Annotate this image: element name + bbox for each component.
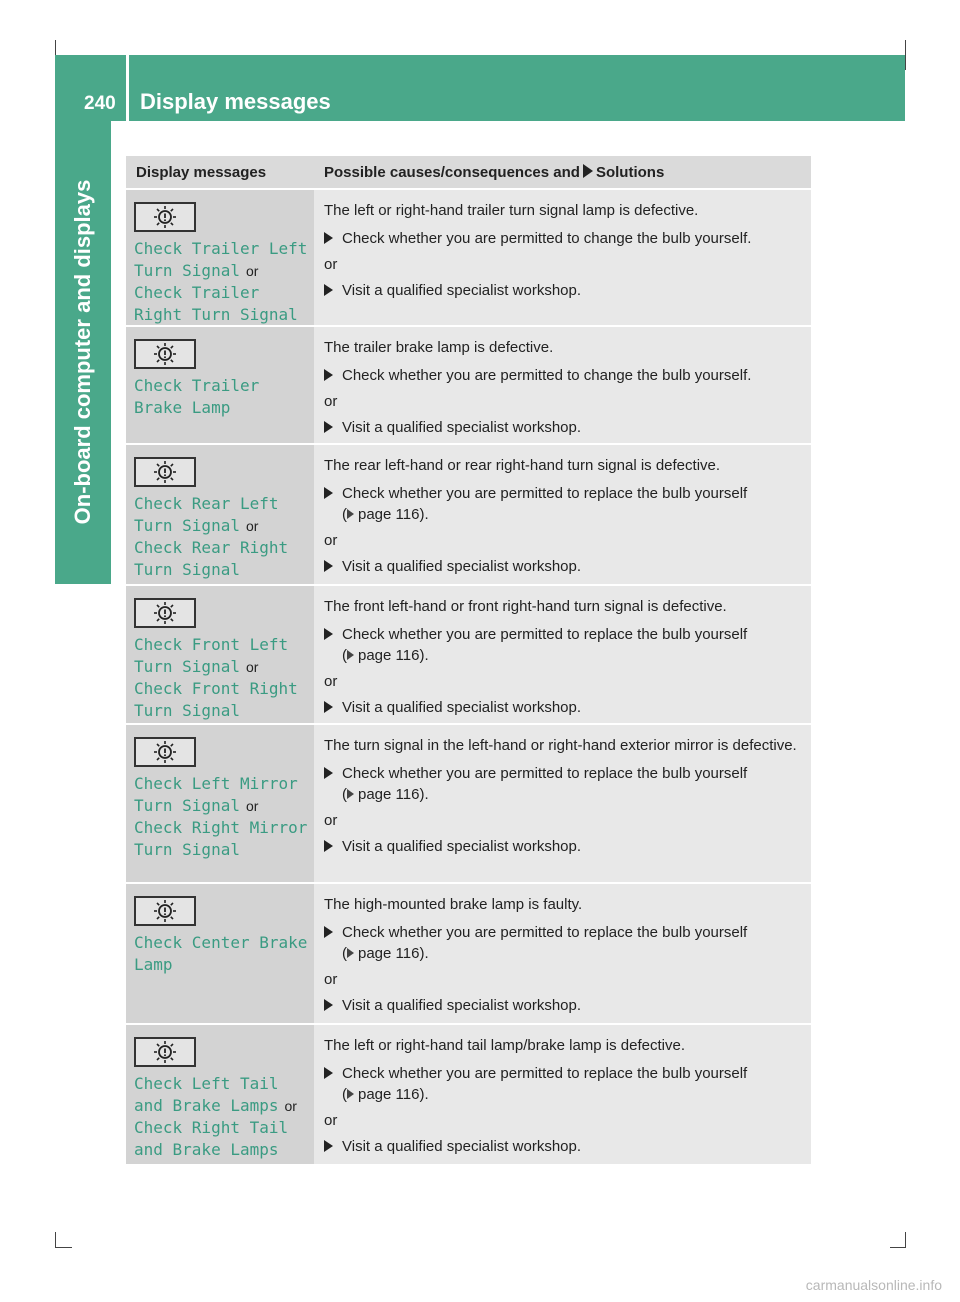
page-reference-text: page 116). — [358, 786, 429, 803]
solution-step-workshop — [324, 556, 803, 577]
crop-mark — [56, 1247, 72, 1248]
bulb-warning-icon — [134, 598, 196, 628]
solution-step-check — [324, 763, 803, 805]
page-reference-paren: ( — [342, 945, 347, 962]
display-message-line-text: Check Front Right — [134, 679, 298, 698]
display-message-line — [134, 1095, 314, 1118]
display-message-line — [134, 397, 314, 419]
display-message-line-text: Check Front Left — [134, 635, 289, 654]
page-reference-text: page 116). — [358, 647, 429, 664]
display-message-line-text: Check Left Mirror — [134, 774, 298, 793]
or-separator: or — [324, 393, 338, 410]
display-message-text — [134, 493, 314, 580]
display-message-cell — [126, 585, 314, 724]
display-message-line — [134, 515, 314, 538]
page-reference-paren: ( — [342, 1086, 347, 1103]
display-message-line-text: and Brake Lamps — [134, 1095, 279, 1115]
or-connector: or — [245, 658, 259, 675]
cause-text: The left or right-hand trailer turn signal lamp is defective. — [324, 202, 699, 219]
display-message-line — [134, 932, 314, 954]
arrow-right-icon — [324, 369, 333, 381]
page-reference[interactable] — [342, 784, 803, 805]
display-message-cell — [126, 326, 314, 444]
or-connector: or — [245, 517, 259, 534]
display-message-line-text: Check Right Tail — [134, 1118, 289, 1137]
page-reference-triangle-icon — [347, 1089, 354, 1099]
display-message-line-text: Turn Signal — [134, 260, 240, 280]
display-message-line-text: and Brake Lamps — [134, 1139, 279, 1159]
bulb-warning-icon — [134, 737, 196, 767]
or-connector: or — [245, 797, 259, 814]
page-number: 240 — [84, 93, 116, 114]
chapter-label: On-board computer and displays — [70, 179, 95, 525]
display-message-line — [134, 260, 314, 283]
display-message-line-text: Check Right Mirror — [134, 818, 308, 837]
arrow-right-icon — [324, 487, 333, 499]
or-separator: or — [324, 812, 338, 829]
display-message-line-text: Turn Signal — [134, 656, 240, 676]
arrow-right-icon — [324, 1140, 333, 1152]
page-reference[interactable] — [342, 504, 803, 525]
bulb-warning-icon — [134, 896, 196, 926]
table-row — [126, 444, 811, 585]
arrow-right-icon — [324, 232, 333, 244]
cause-text: The high-mounted brake lamp is faulty. — [324, 896, 583, 913]
or-separator: or — [324, 1112, 338, 1129]
crop-mark — [890, 1247, 906, 1248]
table-row — [126, 326, 811, 444]
solution-step-check — [324, 922, 803, 964]
bulb-warning-icon — [134, 457, 196, 487]
or-separator: or — [324, 256, 338, 273]
display-message-cell — [126, 883, 314, 1024]
page-reference[interactable] — [342, 645, 803, 666]
table-row — [126, 883, 811, 1024]
page-reference-paren: ( — [342, 647, 347, 664]
crop-mark — [905, 1232, 906, 1248]
causes-solutions-cell — [314, 189, 811, 326]
bulb-warning-icon — [134, 339, 196, 369]
causes-solutions-cell — [314, 444, 811, 585]
display-message-line-text: Check Rear Right — [134, 538, 289, 557]
display-message-line — [134, 1117, 314, 1139]
solution-step-workshop — [324, 280, 803, 301]
or-separator: or — [324, 673, 338, 690]
cause-text: The turn signal in the left-hand or right-hand exterior mirror is defective. — [324, 737, 797, 754]
page-reference-text: page 116). — [358, 506, 429, 523]
solution-step-text: Visit a qualified specialist workshop. — [342, 699, 582, 716]
solution-step-check — [324, 483, 803, 525]
page-reference-text: page 116). — [358, 1086, 429, 1103]
cause-text: The left or right-hand tail lamp/brake lamp is defective. — [324, 1037, 686, 1054]
display-message-text — [134, 238, 314, 325]
or-separator: or — [324, 971, 338, 988]
display-message-line-text: Check Trailer Left — [134, 239, 308, 258]
arrow-right-icon — [324, 1067, 333, 1079]
solution-step-workshop — [324, 995, 803, 1016]
cause-text: The front left-hand or front right-hand turn signal is defective. — [324, 598, 727, 615]
display-message-line — [134, 238, 314, 260]
page-reference-triangle-icon — [347, 948, 354, 958]
display-message-text — [134, 932, 314, 975]
arrow-right-icon — [324, 628, 333, 640]
display-message-line-text: Turn Signal — [134, 839, 240, 859]
solution-step-text: Check whether you are permitted to replace the bulb yourself — [342, 626, 748, 643]
display-message-line — [134, 817, 314, 839]
display-message-cell — [126, 189, 314, 326]
display-message-line-text: Turn Signal — [134, 795, 240, 815]
display-message-line-text: Lamp — [134, 954, 173, 974]
chapter-side-tab — [55, 121, 111, 584]
display-message-line — [134, 954, 314, 976]
display-message-cell — [126, 724, 314, 883]
display-message-line — [134, 678, 314, 700]
arrow-right-icon — [324, 840, 333, 852]
solution-step-text: Check whether you are permitted to replace the bulb yourself — [342, 1065, 748, 1082]
display-messages-table — [126, 156, 811, 1166]
or-connector: or — [245, 262, 259, 279]
causes-solutions-cell — [314, 724, 811, 883]
display-message-line-text: Check Trailer — [134, 376, 260, 395]
solution-step-text: Check whether you are permitted to replace the bulb yourself — [342, 485, 748, 502]
display-message-line — [134, 700, 314, 722]
bulb-warning-icon — [134, 202, 196, 232]
causes-solutions-cell — [314, 326, 811, 444]
causes-solutions-cell — [314, 883, 811, 1024]
display-message-line — [134, 1139, 314, 1161]
column-header-solutions-text: Solutions — [595, 163, 665, 181]
display-message-line — [134, 537, 314, 559]
table-header-row — [126, 156, 811, 189]
solution-step-check — [324, 228, 803, 249]
solution-step-check — [324, 624, 803, 666]
solution-step-text: Check whether you are permitted to change the bulb yourself. — [342, 230, 752, 247]
display-message-line-text: Check Rear Left — [134, 494, 279, 513]
solution-step-check — [324, 365, 803, 386]
table-row — [126, 189, 811, 326]
display-message-line-text: Turn Signal — [134, 700, 240, 720]
arrow-right-icon — [324, 421, 333, 433]
solution-step-check — [324, 1063, 803, 1105]
display-message-line — [134, 634, 314, 656]
watermark: carmanualsonline.info — [805, 1277, 942, 1293]
bulb-warning-icon — [134, 1037, 196, 1067]
crop-mark — [55, 40, 56, 56]
solution-step-text: Check whether you are permitted to replace the bulb yourself — [342, 924, 748, 941]
solution-step-text: Check whether you are permitted to replace the bulb yourself — [342, 765, 748, 782]
solution-step-text: Visit a qualified specialist workshop. — [342, 838, 582, 855]
page-reference[interactable] — [342, 1084, 803, 1105]
arrow-right-icon — [324, 926, 333, 938]
causes-solutions-cell — [314, 585, 811, 724]
column-header-display-messages: Display messages — [126, 156, 314, 189]
display-message-line — [134, 795, 314, 818]
display-message-line — [134, 1073, 314, 1095]
solution-step-text: Visit a qualified specialist workshop. — [342, 419, 582, 436]
cause-text: The trailer brake lamp is defective. — [324, 339, 554, 356]
solution-step-text: Visit a qualified specialist workshop. — [342, 282, 582, 299]
display-message-text — [134, 634, 314, 721]
display-message-cell — [126, 444, 314, 585]
solution-step-workshop — [324, 836, 803, 857]
cause-text: The rear left-hand or rear right-hand turn signal is defective. — [324, 457, 721, 474]
arrow-right-icon — [324, 560, 333, 572]
solution-step-text: Visit a qualified specialist workshop. — [342, 558, 582, 575]
display-message-line-text: Right Turn Signal — [134, 304, 298, 324]
display-message-line — [134, 773, 314, 795]
solution-step-text: Visit a qualified specialist workshop. — [342, 997, 582, 1014]
column-header-causes-text: Possible causes/consequences and — [324, 163, 580, 181]
display-message-line-text: Turn Signal — [134, 559, 240, 579]
page-reference-text: page 116). — [358, 945, 429, 962]
display-message-line — [134, 559, 314, 581]
page-reference-paren: ( — [342, 786, 347, 803]
display-message-text — [134, 1073, 314, 1160]
display-message-line-text: Check Center Brake — [134, 933, 308, 952]
display-message-line — [134, 375, 314, 397]
or-connector: or — [284, 1097, 297, 1114]
table-row — [126, 724, 811, 883]
causes-solutions-cell — [314, 1024, 811, 1165]
arrow-right-icon — [324, 701, 333, 713]
display-message-line — [134, 493, 314, 515]
display-message-text — [134, 375, 314, 418]
arrow-right-icon — [324, 767, 333, 779]
display-message-line — [134, 656, 314, 679]
page-reference-triangle-icon — [347, 650, 354, 660]
display-message-line-text: Turn Signal — [134, 515, 240, 535]
header-divider — [126, 55, 129, 121]
page-reference-triangle-icon — [347, 509, 354, 519]
solution-step-text: Check whether you are permitted to change the bulb yourself. — [342, 367, 752, 384]
arrow-right-icon — [583, 164, 593, 178]
table-row — [126, 1024, 811, 1165]
table-row — [126, 585, 811, 724]
display-message-text — [134, 773, 314, 860]
display-message-line — [134, 839, 314, 861]
display-message-line — [134, 282, 314, 304]
column-header-causes-solutions — [314, 156, 811, 189]
page-reference[interactable] — [342, 943, 803, 964]
display-message-cell — [126, 1024, 314, 1165]
solution-step-workshop — [324, 417, 803, 438]
section-title: Display messages — [140, 89, 331, 114]
crop-mark — [55, 1232, 56, 1248]
display-message-line-text: Check Trailer — [134, 283, 260, 302]
page-reference-triangle-icon — [347, 789, 354, 799]
display-message-line-text: Brake Lamp — [134, 397, 231, 417]
solution-step-text: Visit a qualified specialist workshop. — [342, 1138, 582, 1155]
or-separator: or — [324, 532, 338, 549]
display-message-line — [134, 304, 314, 326]
arrow-right-icon — [324, 284, 333, 296]
solution-step-workshop — [324, 1136, 803, 1157]
page-reference-paren: ( — [342, 506, 347, 523]
arrow-right-icon — [324, 999, 333, 1011]
solution-step-workshop — [324, 697, 803, 718]
display-message-line-text: Check Left Tail — [134, 1074, 279, 1093]
